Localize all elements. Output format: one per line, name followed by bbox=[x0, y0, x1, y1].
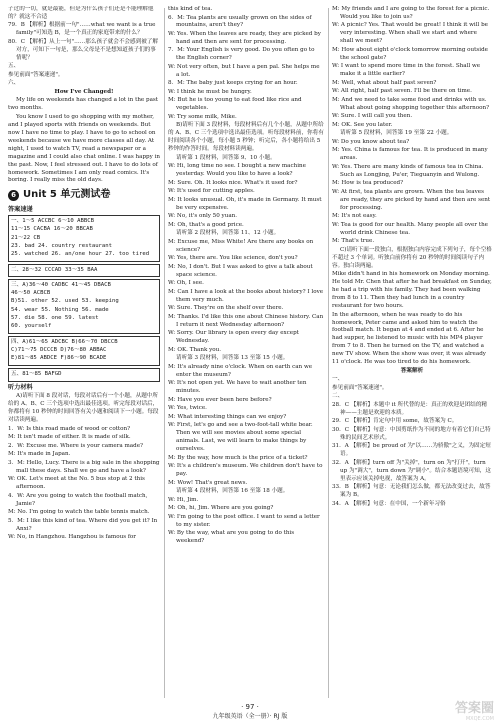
script-line: W: No, it's only 50 yuan. bbox=[168, 213, 238, 220]
script-line: 1．W: Is this road made of wood or cotton? bbox=[8, 425, 131, 432]
script-line: M: It isn't made of either. It is made of silk. bbox=[8, 434, 131, 441]
script-line: 30．C 【解析】句意：中国剪纸作为不同的地方有着它们自己特殊的民间艺术形式。 bbox=[332, 426, 491, 441]
script-line: 答案解析 bbox=[400, 367, 424, 374]
script-line: 33．B 【解析】句意：无论我们怎么做，都无法改变过去，故答案为 B。 bbox=[332, 484, 491, 499]
script-line: M: How is tea produced? bbox=[332, 180, 404, 187]
script-line: M: Oh, hi, Jim. Where are you going? bbox=[168, 505, 274, 512]
script-line: M: But he is too young to eat food like rice and vegetables. bbox=[168, 97, 302, 112]
script-line: 请听第 5 段材料，回答第 19 至第 22 小题。 bbox=[340, 130, 453, 137]
watermark-text: 答案圈 bbox=[454, 701, 494, 716]
explanation-line: 80．C 【解析】从上一句"……那么孩子就会不会感到被了解对方，可知下一句是，那么父母是不是想知道孩子们的事情呢？ bbox=[8, 38, 158, 61]
script-line: 34．A 【解析】句意：在中国，一个新年习俗 bbox=[332, 500, 446, 507]
script-line: M: Have you ever been here before? bbox=[168, 396, 272, 403]
script-line: Mike didn't hand in his homework on Monday morning. He told Mr. Chen that after he had breakfast on Sunday, he had a trip with his family. They had been walking from 8 to 11. Then they had lunch in a country restaurant for two hours. bbox=[332, 271, 492, 310]
script-line: M: Can I have a look at the books about history? I love them very much. bbox=[168, 288, 324, 303]
explanation-line: 六、 bbox=[8, 80, 20, 87]
essay-paragraph: My life on weekends has changed a lot in the past two months. bbox=[8, 97, 159, 112]
listening-script bbox=[8, 393, 160, 542]
answer-box-part2 bbox=[8, 264, 160, 277]
answer-line: 11～15 CACBA 16～20 BBCAB bbox=[11, 226, 93, 233]
answer-line: 57. die 58. one 59. latest bbox=[11, 315, 99, 322]
answers-heading: 答案速递 bbox=[8, 205, 33, 213]
script-line: W: A picnic? Yes. That would be great! I think it will be very interesting. When shall we start and where shall we meet? bbox=[332, 22, 488, 45]
answer-line: 60. yourself bbox=[11, 323, 52, 330]
script-line: W: I want to spend more time in the forest. Shall we make it a little earlier? bbox=[332, 63, 481, 78]
unit-header bbox=[8, 188, 160, 202]
answer-explanations-top bbox=[8, 6, 160, 88]
answer-box-part3 bbox=[8, 279, 160, 334]
script-line: W: Oh, I see. bbox=[168, 280, 204, 287]
script-line: M: Oh, that's a good price. bbox=[168, 221, 244, 228]
script-line: W: Yes. When the leaves are ready, they are picked by hand and then are sent for processing. bbox=[168, 31, 321, 45]
script-line: M: Well, what about half past seven? bbox=[332, 79, 437, 86]
script-line: M: Thanks. I'd like this one about Chinese history. Can I return it next Wednesday afternoon? bbox=[168, 313, 324, 328]
answer-line: C)71～75 DCCCB D)76～80 ABBAC bbox=[11, 347, 107, 354]
essay-title: How I've Changed! bbox=[54, 88, 114, 95]
script-line: W: It's not open yet. We have to wait another ten minutes. bbox=[168, 380, 307, 395]
listening-script-and-explanations bbox=[332, 6, 492, 509]
script-line: W: All right, half past seven. I'll be there on time. bbox=[332, 88, 472, 95]
script-line: W: Hi, Jim. bbox=[168, 496, 199, 503]
listening-heading: 听力材料 bbox=[8, 383, 33, 391]
script-line: 二、 bbox=[332, 393, 344, 400]
script-line: W: Yes, twice. bbox=[168, 405, 207, 412]
script-line: M: By the way, how much is the price of a ticket? bbox=[168, 454, 308, 461]
script-line: 2．W: Excuse me. Where is your camera made? bbox=[8, 442, 144, 449]
answer-line: B)51. other 52. used 53. keeping bbox=[11, 298, 119, 305]
script-line: M: What interesting things can we enjoy? bbox=[168, 413, 287, 420]
document-page bbox=[8, 6, 492, 700]
answer-box-part4 bbox=[8, 336, 160, 366]
answer-line: 二、28～32 CCCAD 33～35 BAA bbox=[11, 266, 98, 273]
script-line: W: It's used for cutting apples. bbox=[168, 188, 255, 195]
script-line: W: Not very often, but I have a pen pal. She helps me a lot. bbox=[168, 63, 320, 78]
page-number: · 97 · bbox=[241, 703, 259, 711]
column-right bbox=[332, 6, 492, 700]
answer-line: 23. bad 24. country restaurant bbox=[11, 242, 113, 249]
script-line: W: Tea is good for our health. Many people all over the world drink Chinese tea. bbox=[332, 221, 488, 236]
watermark-url: MXQE.COM bbox=[465, 716, 494, 722]
answer-line: E)81～85 ABDCE F)86～90 BCADE bbox=[11, 355, 107, 362]
script-line: 6．M: Tea plants are usually grown on the sides of mountains, aren't they? bbox=[168, 14, 312, 29]
explanation-line: 79．B 【解析】根据前一句"……what we want is a true family"可知选 B，是一个真正的家庭带来的什么？ bbox=[8, 22, 156, 37]
explanation-line: 参见前面"答案速递"。 bbox=[8, 71, 64, 78]
answer-line: 21～22 CB bbox=[11, 234, 41, 241]
answer-line: 54. wear 55. Nothing 56. made bbox=[11, 306, 109, 313]
answer-line: 46～50 ACBCB bbox=[11, 290, 51, 297]
answer-box-part5 bbox=[8, 368, 160, 381]
script-line: M: OK. Thank you. bbox=[168, 346, 222, 353]
script-line: M: OK. See you later. bbox=[332, 121, 393, 128]
script-line: 7．M: Your English is very good. Do you often go to the English corner? bbox=[168, 47, 315, 62]
script-line: 参见前面"答案速递"。 bbox=[332, 384, 388, 391]
script-line: In the afternoon, when he was ready to do his homework, Peter came and asked him to watch the football match. It began at 4 and ended at 6. After he had supper, he listened to music with his MP4 player from 7 to 8. Then he turned on the TV, and watched a new TV show. When the show was over, it was already 11 o'clock. He was too tired to do his homework. bbox=[332, 311, 486, 366]
page-footer bbox=[0, 703, 500, 721]
script-line: M: No, I don't. But I was asked to give a talk about space science. bbox=[168, 263, 313, 278]
answer-box-part1 bbox=[8, 215, 160, 262]
script-line: C)请听下面一段独白，根据独白内容完成下列句子，每个空格不超过 3 个单词。听独白前你将有 20 秒钟的时间阅读句子内容。独白读两遍。 bbox=[332, 246, 492, 269]
script-line: M: That's true. bbox=[332, 238, 375, 245]
script-line: W: It's a children's museum. We children don't have to pay. bbox=[168, 463, 323, 478]
column-middle bbox=[168, 6, 324, 700]
script-line: M: How about eight o'clock tomorrow morning outside the school gate? bbox=[332, 46, 488, 61]
script-line: 请听第 1 段材料，回答第 9、10 小题。 bbox=[176, 154, 276, 161]
script-line: 4．W: Are you going to watch the football match, Jamie? bbox=[8, 492, 148, 507]
script-line: W: I think he must be hungry. bbox=[168, 88, 252, 95]
script-line: this kind of tea. bbox=[168, 6, 213, 12]
essay-paragraph: You know I used to go shopping with my mother, and I played sports with friends on weekends. But now I have no time to play. I have to go to school on weekends because we have more classes all day. At night, I used to watch TV, read a newspaper or a magazine and I could also chat online. I was happy in the past. Now, I feel stressed out. I have to do lots of homework. Sometimes I am only read comics. It's boring. I really miss the old days. bbox=[8, 113, 160, 184]
answer-line: 五、81～85 BAFGD bbox=[11, 370, 62, 377]
script-line: W: Try some milk, Mike. bbox=[168, 113, 237, 120]
script-line: M: And we need to take some food and drinks with us. What about going shopping together this afternoon? bbox=[332, 96, 490, 111]
script-line: M: It's already nine o'clock. When on earth can we enter the museum? bbox=[168, 363, 313, 378]
watermark-logo bbox=[442, 702, 494, 722]
script-line: W: Yes. There are many kinds of famous tea in China. Such as Longjing, Pu'er, Tieguanyin and Wulong. bbox=[332, 163, 484, 178]
script-line: 请听第 3 段材料，回答第 13 至第 15 小题。 bbox=[176, 355, 289, 362]
script-line: W: Hi, long time no see. I bought a new machine yesterday. Would you like to have a look? bbox=[168, 163, 306, 178]
column-left bbox=[8, 6, 160, 700]
script-line: M: Excuse me, Miss White! Are there any books on science? bbox=[168, 238, 314, 253]
answer-line: 25. watched 26. an/one hour 27. too tired bbox=[11, 251, 150, 258]
script-line: W: Sure. I will call you then. bbox=[332, 113, 413, 120]
script-line: 5．M: I like this kind of tea. Where did you get it? In Anxi? bbox=[8, 517, 158, 532]
script-line: M: Yes. China is famous for tea. It is produced in many areas. bbox=[332, 147, 488, 162]
script-line: 8．M: The baby just keeps crying for an hour. bbox=[168, 80, 298, 87]
script-line: A)请听下面 8 段对话，每段对话后有一个小题，从题中所给的 A、B、C 三个选项中选出最佳选项。听完每段对话后，你都将有 10 秒钟的时间回答有关小题和阅读下一小题。每段对话读两遍。 bbox=[8, 393, 159, 424]
script-line: B)请听下面 3 段材料，每段材料后有几个小题，从题中所给的 A、B、C 三个选项中选出最佳选项。听每段材料前，你将有时间阅读各个小题，每小题 5 秒钟；听完后，各小题将给出 5 秒钟的作答时间。每段材料读两遍。 bbox=[168, 122, 324, 153]
column-divider bbox=[164, 8, 165, 698]
listening-script-continued bbox=[168, 6, 324, 546]
script-line: W: OK. Let's meet at the No. 5 bus stop at 2 this afternoon. bbox=[8, 476, 145, 491]
script-line: W: Sure. They're on the shelf over there. bbox=[168, 305, 284, 312]
script-line: M: It's made in Japan. bbox=[8, 451, 71, 458]
script-line: M: No. I'm going to watch the table tennis match. bbox=[8, 509, 150, 516]
script-line: 一、 bbox=[332, 376, 344, 383]
script-line: 29．C 【解析】肯定句中用 some，故答案为 C。 bbox=[332, 418, 458, 425]
script-line: M: Sure. Oh. It looks nice. What's it used for? bbox=[168, 179, 298, 186]
model-essay bbox=[8, 97, 160, 185]
script-line: 31．A 【解析】be proud of 为"以……为骄傲"之义，为固定短语。 bbox=[332, 443, 491, 458]
script-line: 3．M: Hello, Lucy. There is a big sale in the shopping mall these days. Shall we go and have a look? bbox=[8, 459, 160, 474]
script-line: W: By the way, what are you going to do this weekend? bbox=[168, 530, 295, 545]
script-line: M: It's not easy. bbox=[332, 213, 377, 220]
explanation-line: 子过的一切，就是最能，但是为什么孩子们还是不能理解他的？就这不合适 bbox=[8, 6, 154, 20]
script-line: M: My friends and I are going to the forest for a picnic. Would you like to join us? bbox=[332, 6, 490, 20]
script-line: W: Do you know about tea? bbox=[332, 138, 410, 145]
column-divider bbox=[328, 8, 329, 698]
unit-number-badge: 6 bbox=[8, 190, 19, 201]
answer-line: 一、1～5 ACCBC 6～10 ABBCB bbox=[11, 217, 94, 224]
script-line: 32．A 【解析】turn off 为"关掉"，turn on 为"打开"，turn up 为"调大"，turn down 为"调小"。结合本题语境可知，这里表示应该关掉电视，故答案为 A。 bbox=[332, 459, 491, 482]
script-line: 请听第 4 段材料，回答第 16 至第 18 小题。 bbox=[176, 488, 289, 495]
book-title: 九年级英语（全一册）· RJ 版 bbox=[212, 712, 288, 720]
answer-line: 四、A)61～65 ADCBC B)66～70 DBCCB bbox=[11, 338, 118, 345]
script-line: M: It looks unusual. Oh, it's made in Germany. It must be very expensive. bbox=[168, 196, 322, 211]
answer-line: 三、A)36～40 CADBC 41～45 DBACB bbox=[11, 281, 111, 288]
explanation-line: 五、 bbox=[8, 63, 20, 70]
script-line: W: First, let's go and see a two-foot-tall white bear. Then we will see movies about some special animals. Last, we will learn to make things by ourselves. bbox=[168, 422, 313, 453]
script-line: W: Yes, there are. You like science, don't you? bbox=[168, 255, 298, 262]
script-line: 请听第 2 段材料，回答第 11、12 小题。 bbox=[176, 230, 280, 237]
script-line: W: No, in Hangzhou. Hangzhou is famous for bbox=[8, 534, 136, 541]
script-line: 28．C 【解析】本题中 it 所代替的是：真正的欢迎是团结的精神——主题是欢迎的本质。 bbox=[332, 401, 488, 416]
unit-title: Unit 5 单元测试卷 bbox=[23, 189, 111, 201]
script-line: W: At first, tea plants are grown. When the tea leaves are ready, they are picked by hand and then are sent for processing. bbox=[332, 188, 491, 211]
script-line: M: Wow! That's great news. bbox=[168, 479, 248, 486]
script-line: W: Sorry. Our library is open every day except Wednesday. bbox=[168, 330, 299, 345]
script-line: W: I'm going to the post office. I want to send a letter to my sister. bbox=[168, 513, 320, 528]
